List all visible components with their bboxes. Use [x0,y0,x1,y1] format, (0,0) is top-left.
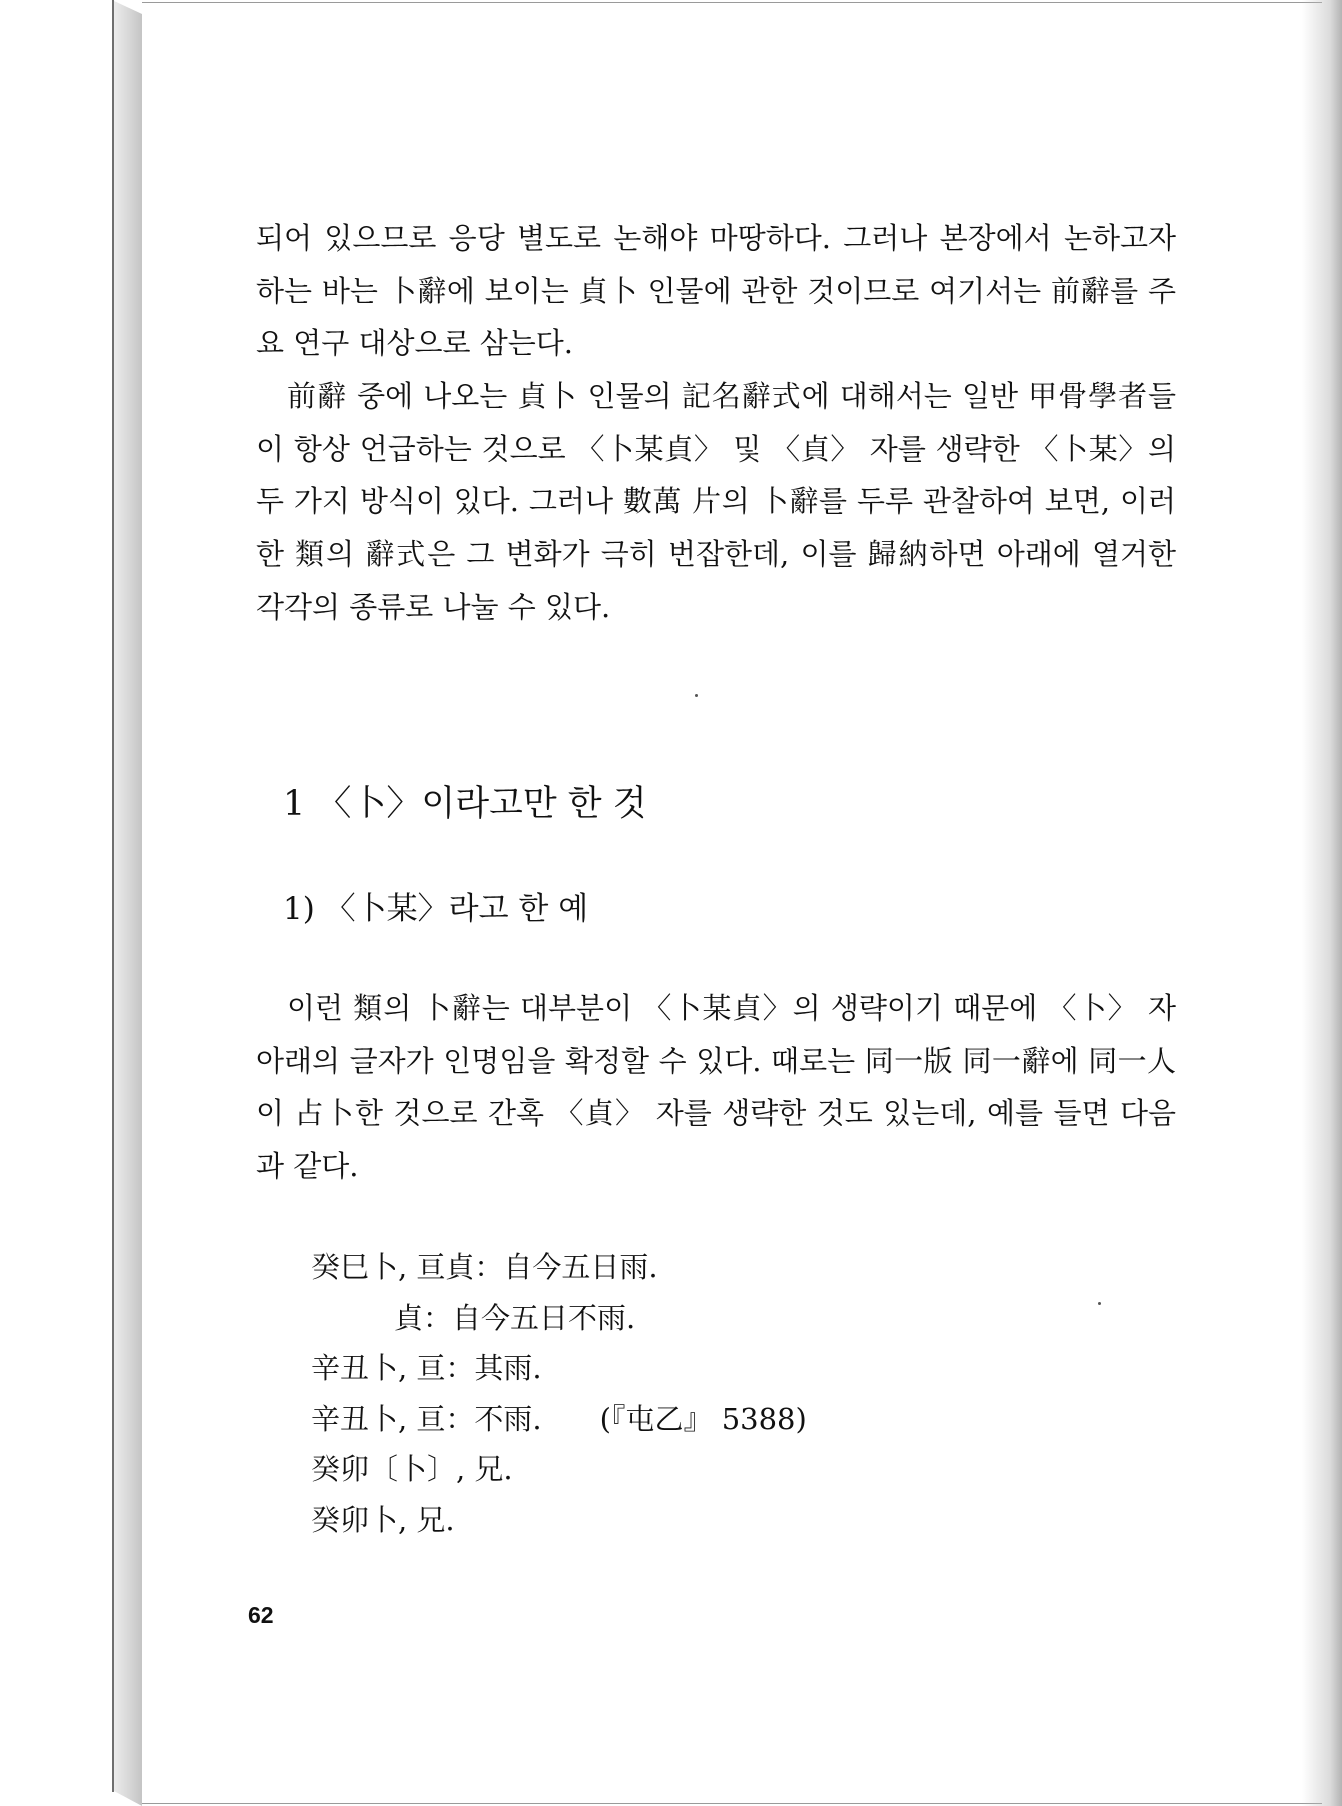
inscription-line: 貞：自今五日不雨. [311,1300,636,1335]
source-citation: (『屯乙』 5388) [599,1401,807,1436]
inscription-line: 癸巳卜, 亘貞：自今五日雨. [311,1250,658,1284]
paragraph-text: 前辭 중에 나오는 貞卜 인물의 記名辭式에 대해서는 일반 甲骨學者들이 항상 언급하는 것으로 〈卜某貞〉 및 〈貞〉 자를 생략한 〈卜某〉의 두 가지 방식이 있다. 그러나 數萬 片의 卜辭를 두루 관찰하여 보면, 이러한 類의 辭式은 그 변화가 극히 번잡한데, 이를 歸納하면 아래에 열거한 각각의 종류로 나눌 수 있다. [256,379,1176,624]
page-number: 62 [248,1602,274,1628]
inscription-text: 辛丑卜, 亘：其雨. [311,1351,542,1385]
section-heading: 1 〈卜〉이라고만 한 것 [283,784,647,824]
paragraph-example-intro [256,982,1176,1193]
subsection-heading: 1) 〈卜某〉라고 한 예 [283,891,589,927]
inscription-line: 癸卯〔卜〕, 兄. [311,1452,513,1486]
paragraph-text: 되어 있으므로 응당 별도로 논해야 마땅하다. 그러나 본장에서 논하고자 하는 바는 卜辭에 보이는 貞卜 인물에 관한 것이므로 여기서는 前辭를 주요 연구 대상으로 삼는다. [256,221,1176,361]
scan-speck [1098,1302,1101,1305]
paragraph-continued [256,212,1176,370]
inscription-line: 癸卯卜, 兄. [311,1502,455,1537]
paragraph-辭式 [256,370,1176,634]
inscription-line [311,1343,807,1394]
inscription-text: 辛丑卜, 亘：不雨. [311,1401,542,1436]
inscription-examples [311,1242,807,1545]
scan-speck [695,694,698,697]
book-spine [112,0,142,1806]
spine-edge [112,0,114,1792]
paragraph-text: 이런 類의 卜辭는 대부분이 〈卜某貞〉의 생략이기 때문에 〈卜〉 자 아래의 글자가 인명임을 확정할 수 있다. 때로는 同一版 同一辭에 同一人이 占卜한 것으로 간혹 〈貞〉 자를 생략한 것도 있는데, 예를 들면 다음과 같다. [256,991,1176,1184]
inscription-line [311,1394,807,1445]
page-edge-shadow [1302,0,1342,1806]
